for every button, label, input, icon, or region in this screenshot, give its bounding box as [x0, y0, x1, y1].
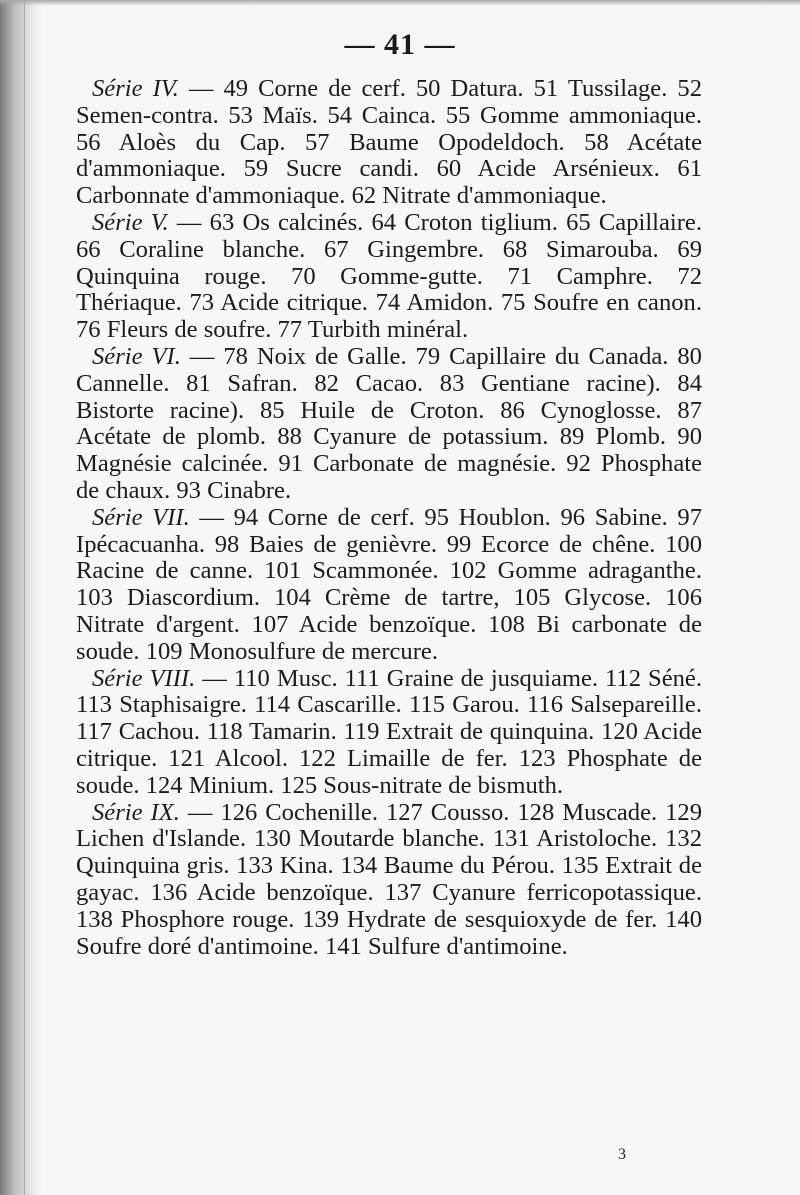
paragraph-text: — 78 Noix de Galle. 79 Capillaire du Canada. 80 Cannelle. 81 Safran. 82 Cacao. 83 Gentiane racine). 84 Bistorte racine). 85 Huile de Croton. 86 Cynoglosse. 87 Acétate de plomb. 88 Cyanure de potassium. 89 Plomb. 90 Magnésie calcinée. 91 Carbonate de magnésie. 92 Phosphate de chaux. 93 Cinabre. — [76, 342, 702, 504]
paragraph-serie-viii — [76, 666, 702, 800]
page-number: — 41 — — [344, 28, 456, 61]
series-label: Série V. — [92, 208, 169, 236]
series-label: Série VIII. — [92, 664, 196, 692]
paragraph-text: — 126 Cochenille. 127 Cousso. 128 Muscade. 129 Lichen d'Islande. 130 Moutarde blanche. 131 Aristoloche. 132 Quinquina gris. 133 Kina. 134 Baume du Pérou. 135 Extrait de gayac. 136 Acide benzoïque. 137 Cyanure ferricopotassique. 138 Phosphore rouge. 139 Hydrate de sesquioxyde de fer. 140 Soufre doré d'antimoine. 141 Sulfure d'antimoine. — [76, 798, 703, 960]
body-text — [76, 76, 702, 960]
series-label: Série VII. — [92, 503, 190, 531]
paragraph-serie-v — [76, 210, 702, 344]
paragraph-text: — 110 Musc. 111 Graine de jusquiame. 112 Séné. 113 Staphisaigre. 114 Cascarille. 115 Garou. 116 Salsepareille. 117 Cachou. 118 Tamarin. 119 Extrait de quinquina. 120 Acide citrique. 121 Alcool. 122 Limaille de fer. 123 Phosphate de soude. 124 Minium. 125 Sous-nitrate de bismuth. — [76, 664, 702, 799]
paragraph-serie-vii — [76, 505, 702, 666]
top-edge-shadow — [0, 0, 800, 6]
paragraph-serie-iv — [76, 76, 702, 210]
series-label: Série VI. — [92, 342, 181, 370]
binding-edge-line — [24, 0, 25, 1195]
paragraph-text: — 49 Corne de cerf. 50 Datura. 51 Tussilage. 52 Semen-contra. 53 Maïs. 54 Cainca. 55 Gomme ammoniaque. 56 Aloès du Cap. 57 Baume Opodeldoch. 58 Acétate d'ammoniaque. 59 Sucre candi. 60 Acide Arsénieux. 61 Carbonnate d'ammoniaque. 62 Nitrate d'ammoniaque. — [76, 75, 702, 210]
paragraph-serie-vi — [76, 344, 702, 505]
paragraph-text: — 63 Os calcinés. 64 Croton tiglium. 65 Capillaire. 66 Coraline blanche. 67 Gingembre. 68 Simarouba. 69 Quinquina rouge. 70 Gomme-gutte. 71 Camphre. 72 Thériaque. 73 Acide citrique. 74 Amidon. 75 Soufre en canon. 76 Fleurs de soufre. 77 Turbith minéral. — [76, 208, 702, 344]
series-label: Série IX. — [92, 798, 180, 826]
binding-shadow — [0, 0, 42, 1195]
series-label: Série IV. — [92, 75, 179, 102]
paragraph-serie-ix — [76, 800, 702, 961]
paragraph-text: — 94 Corne de cerf. 95 Houblon. 96 Sabine. 97 Ipécacuanha. 98 Baies de genièvre. 99 Ecorce de chêne. 100 Racine de canne. 101 Scammonée. 102 Gomme adraganthe. 103 Diascordium. 104 Crème de tartre, 105 Glycose. 106 Nitrate d'argent. 107 Acide benzoïque. 108 Bi carbonate de soude. 109 Monosulfure de mercure. — [76, 503, 702, 665]
signature-mark: 3 — [618, 1146, 626, 1163]
